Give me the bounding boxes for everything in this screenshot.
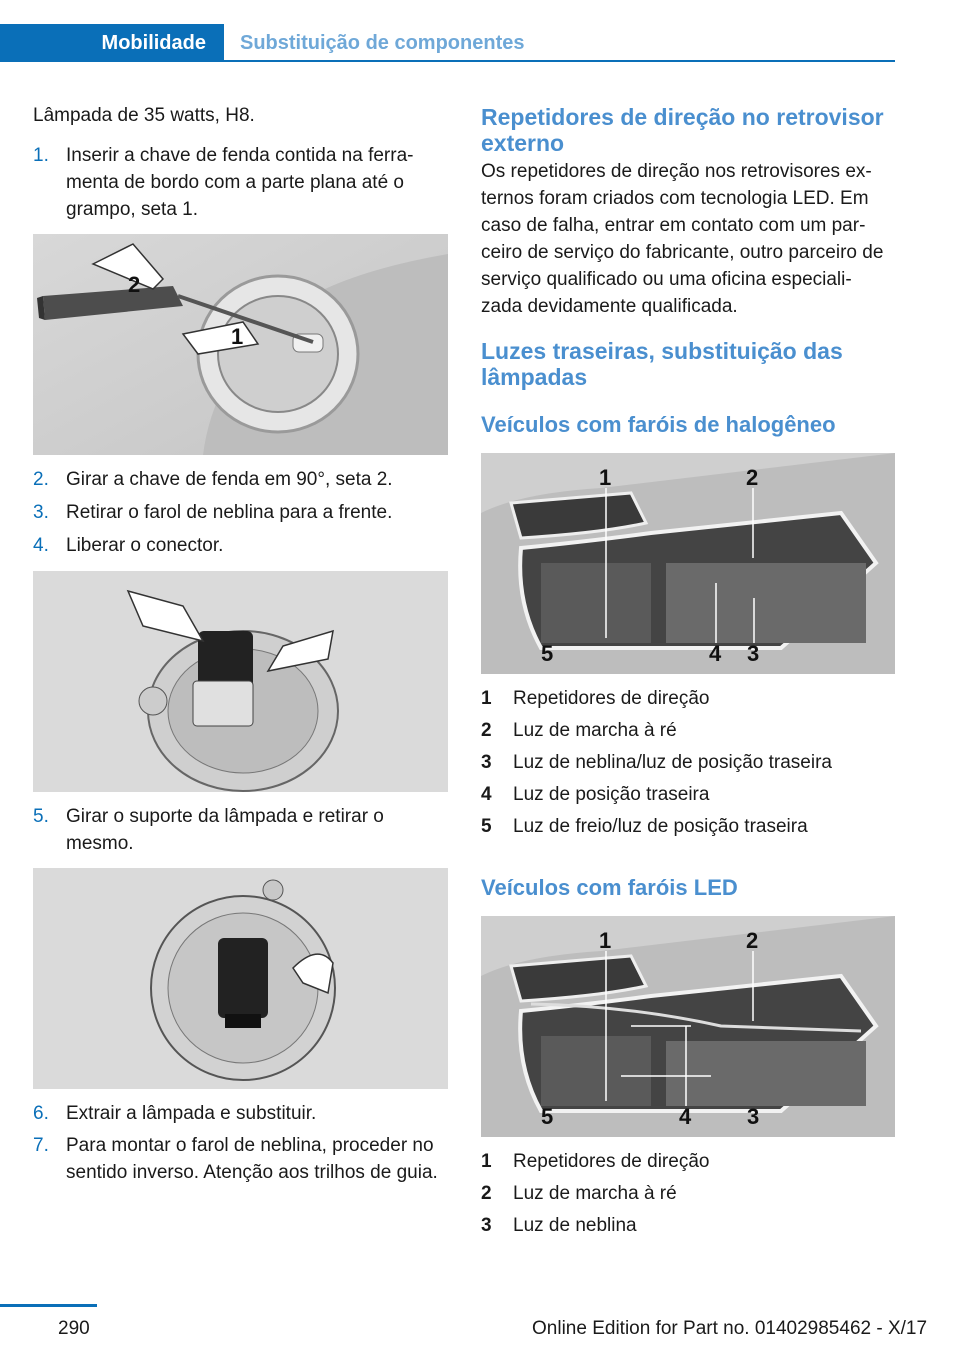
subheading-halogen: Veículos com faróis de halogêneo	[481, 412, 836, 437]
step-text: Liberar o conector.	[66, 535, 224, 556]
legend-text: Luz de marcha à ré	[513, 720, 677, 741]
halogen-callout-4: 4	[709, 641, 722, 666]
step-number: 4.	[33, 535, 49, 556]
legend-text: Luz de neblina	[513, 1215, 637, 1236]
halogen-callout-1: 1	[599, 465, 612, 490]
led-callout-4: 4	[679, 1104, 692, 1129]
step-number: 5.	[33, 806, 49, 827]
legend-text: Luz de marcha à ré	[513, 1183, 677, 1204]
led-callout-5: 5	[541, 1104, 554, 1129]
step-1	[33, 142, 448, 223]
led-callout-3: 3	[747, 1104, 760, 1129]
page-header	[0, 0, 895, 60]
header-rule	[224, 60, 895, 62]
step-number: 2.	[33, 469, 49, 490]
legend-number: 3	[481, 752, 492, 773]
mirror-indicators-text: Os repetidores de direção nos retrovisores ex‐ ternos foram criados com tecnologia LED. Em caso de falha, entrar em contato com um par‐ ceiro de serviço do fabricante, outro parceiro de serviço qualificado ou uma oficina especiali‐ zada devidamente qualificada.	[481, 161, 884, 317]
legend-text: Repetidores de direção	[513, 688, 710, 709]
step-text: Girar o suporte da lâmpada e retirar o mesmo.	[66, 806, 384, 854]
legend-number: 3	[481, 1215, 492, 1236]
legend-number: 5	[481, 816, 492, 837]
step-5	[33, 803, 448, 857]
figure-connector	[33, 571, 448, 792]
step-number: 1.	[33, 145, 49, 166]
legend-number: 1	[481, 1151, 492, 1172]
step-text: Retirar o farol de neblina para a frente.	[66, 502, 393, 523]
legend-text: Luz de freio/luz de posição traseira	[513, 816, 808, 837]
page-number: 290	[58, 1318, 90, 1339]
chapter-tab[interactable]: Mobilidade	[0, 24, 224, 62]
step-7	[33, 1132, 448, 1213]
legend-text: Repetidores de direção	[513, 1151, 710, 1172]
intro-text: Lâmpada de 35 watts, H8.	[33, 105, 255, 126]
section-title[interactable]: Substituição de componentes	[240, 32, 525, 54]
fig1-callout-2: 2	[128, 272, 141, 297]
legend-text: Luz de posição traseira	[513, 784, 710, 805]
led-callout-1: 1	[599, 928, 612, 953]
heading-rear-lights: Luzes traseiras, substituição das lâmpadas	[481, 338, 843, 390]
halogen-callout-3: 3	[747, 641, 760, 666]
step-text: Inserir a chave de fenda contida na ferra‐ menta de bordo com a parte plana até o grampo, seta 1.	[66, 145, 414, 220]
figure-bulb-holder	[33, 868, 448, 1089]
subheading-led: Veículos com faróis LED	[481, 875, 738, 900]
led-callout-2: 2	[746, 928, 759, 953]
step-text: Para montar o farol de neblina, proceder no sentido inverso. Atenção aos trilhos de guia.	[66, 1135, 438, 1183]
figure-screwdriver	[33, 234, 448, 455]
heading-mirror-indicators: Repetidores de direção no retrovisor externo	[481, 104, 884, 156]
step-number: 6.	[33, 1103, 49, 1124]
step-text: Girar a chave de fenda em 90°, seta 2.	[66, 469, 393, 490]
legend-number: 2	[481, 720, 492, 741]
halogen-callout-5: 5	[541, 641, 554, 666]
fig1-callout-1: 1	[231, 324, 244, 349]
edition-note: Online Edition for Part no. 01402985462 - X/17	[532, 1318, 928, 1339]
legend-text: Luz de neblina/luz de posição traseira	[513, 752, 832, 773]
halogen-callout-2: 2	[746, 465, 759, 490]
footer-rule	[0, 1304, 97, 1307]
step-number: 3.	[33, 502, 49, 523]
figure-led-taillight	[481, 916, 895, 1137]
step-number: 7.	[33, 1135, 49, 1156]
legend-number: 2	[481, 1183, 492, 1204]
step-text: Extrair a lâmpada e substituir.	[66, 1103, 317, 1124]
figure-halogen-taillight	[481, 453, 895, 674]
legend-number: 4	[481, 784, 492, 805]
legend-number: 1	[481, 688, 492, 709]
